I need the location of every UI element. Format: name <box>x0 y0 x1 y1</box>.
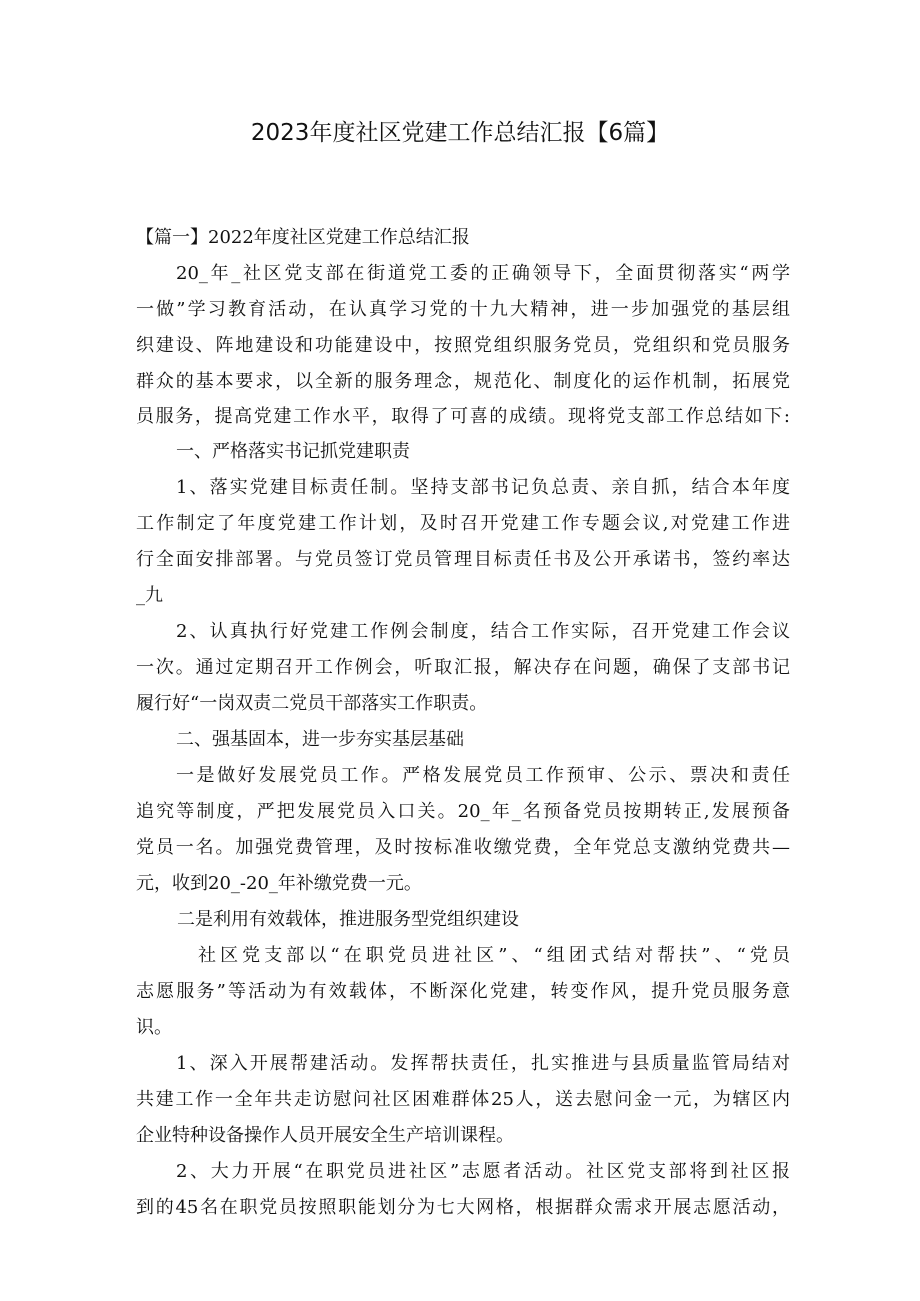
paragraph-line: 追究等制度，严把发展党员入口关。20_年_名预备党员按期转正,发展预备 <box>136 801 790 822</box>
paragraph-line: 社区党支部以“在职党员进社区”、“组团式结对帮扶”、“党员 <box>198 945 790 966</box>
paragraph-line: 识。 <box>136 1017 172 1038</box>
paragraph-line: 党员一名。加强党费管理，及时按标准收缴党费，全年党总支激纳党费共— <box>136 837 790 858</box>
paragraph-line: 群众的基本要求，以全新的服务理念，规范化、制度化的运作机制，拓展党 <box>136 371 790 392</box>
paragraph-line: 履行好“一岗双责二党员干部落实工作职责。 <box>136 693 488 714</box>
paragraph-line: 工作制定了年度党建工作计划，及时召开党建工作专题会议,对党建工作进 <box>136 513 790 534</box>
paragraph-line: 1、深入开展帮建活动。发挥帮扶责任，扎实推进与县质量监管局结对 <box>176 1053 790 1074</box>
paragraph-line: 企业特种设备操作人员开展安全生产培训课程。 <box>136 1125 514 1146</box>
paragraph-line: 元，收到20_-20_年补缴党费一元。 <box>136 873 422 894</box>
paragraph-line: 一次。通过定期召开工作例会，听取汇报，解决存在问题，确保了支部书记 <box>136 657 790 678</box>
paragraph-line: 织建设、阵地建设和功能建设中，按照党组织服务党员，党组织和党员服务 <box>136 335 790 356</box>
paragraph-line: 20_年_社区党支部在街道党工委的正确领导下，全面贯彻落实“两学 <box>176 263 790 284</box>
paragraph-line: 一做”学习教育活动，在认真学习党的十九大精神，进一步加强党的基层组 <box>136 299 790 320</box>
paragraph-line: 2、大力开展“在职党员进社区”志愿者活动。社区党支部将到社区报 <box>176 1161 790 1182</box>
paragraph-line: 1、落实党建目标责任制。坚持支部书记负总责、亲自抓，结合本年度 <box>176 477 790 498</box>
paragraph-line: 一是做好发展党员工作。严格发展党员工作预审、公示、票决和责任 <box>176 765 790 786</box>
section-heading: 【篇一】2022年度社区党建工作总结汇报 <box>136 227 470 248</box>
paragraph-line: _九 <box>136 585 163 606</box>
subheading: 二、强基固本，进一步夯实基层基础 <box>176 729 464 750</box>
paragraph-line: 共建工作一全年共走访慰问社区困难群体25人，送去慰问金一元，为辖区内 <box>136 1089 790 1110</box>
paragraph-line: 行全面安排部署。与党员签订党员管理目标责任书及公开承诺书，签约率达 <box>136 549 790 570</box>
document-title: 2023年度社区党建工作总结汇报【6篇】 <box>250 120 670 146</box>
paragraph-line: 2、认真执行好党建工作例会制度，结合工作实际，召开党建工作会议 <box>176 621 790 642</box>
paragraph-line: 到的45名在职党员按照职能划分为七大网格，根据群众需求开展志愿活动， <box>136 1197 790 1218</box>
subheading: 一、严格落实书记抓党建职责 <box>176 441 410 462</box>
paragraph-line: 员服务，提高党建工作水平，取得了可喜的成绩。现将党支部工作总结如下: <box>136 406 790 427</box>
subheading: 二是利用有效载体，推进服务型党组织建设 <box>177 909 519 930</box>
paragraph-line: 志愿服务”等活动为有效载体，不断深化党建，转变作风，提升党员服务意 <box>136 981 790 1002</box>
